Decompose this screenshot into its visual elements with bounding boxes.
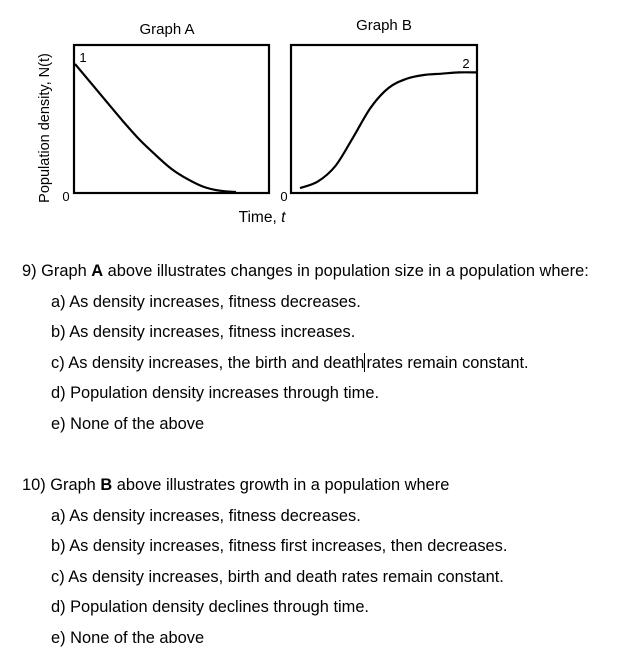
- question-10-option-e[interactable]: e) None of the above: [51, 628, 205, 647]
- population-graphs-figure: [0, 0, 632, 240]
- question-10-option-a[interactable]: a) As density increases, fitness decreases.: [51, 506, 361, 525]
- question-9-graph-letter: A: [91, 262, 104, 280]
- graph-b-curve: [300, 72, 477, 188]
- question-9-option-a[interactable]: a) As density increases, fitness decreases.: [51, 292, 361, 311]
- graph-a-y-zero-tick-label: 0: [62, 189, 70, 204]
- question-9-option-c[interactable]: [51, 348, 628, 379]
- x-axis-label-var: t: [281, 209, 286, 226]
- graph-b-title: Graph B: [356, 17, 412, 34]
- graph-a-title: Graph A: [139, 21, 195, 38]
- question-10-option-d[interactable]: d) Population density declines through time.: [51, 598, 369, 616]
- question-9-text: above illustrates changes in population size in a population where:: [103, 262, 589, 280]
- x-axis-label: [239, 209, 286, 226]
- question-9: [22, 256, 628, 439]
- question-10-option-c[interactable]: c) As density increases, birth and death rates remain constant.: [51, 567, 504, 586]
- graph-a-frame: [74, 45, 269, 193]
- graph-b-x-zero-tick-label: 0: [280, 189, 288, 204]
- question-9-option-c-part1: c) As density increases, the birth and death: [51, 353, 365, 372]
- graph-b-frame: [291, 45, 477, 193]
- graph-a-curve: [75, 64, 236, 192]
- questions-section: [22, 256, 628, 653]
- question-10-number: 10) Graph: [22, 476, 101, 494]
- question-10: [22, 470, 628, 653]
- question-10-graph-letter: B: [100, 476, 113, 494]
- question-10-option-b[interactable]: b) As density increases, fitness first increases, then decreases.: [51, 537, 508, 555]
- question-10-options: [22, 501, 628, 654]
- question-9-option-d[interactable]: d) Population density increases through time.: [51, 384, 379, 402]
- question-10-stem: [22, 470, 628, 501]
- question-9-number: 9) Graph: [22, 262, 92, 280]
- question-9-option-e[interactable]: e) None of the above: [51, 414, 205, 433]
- graph-a-curve-label: 1: [79, 50, 87, 65]
- y-axis-label: Population density, N(t): [37, 53, 53, 203]
- graph-b-curve-label: 2: [462, 56, 470, 71]
- question-9-option-c-part2: rates remain constant.: [366, 353, 529, 372]
- question-9-option-b[interactable]: b) As density increases, fitness increases.: [51, 323, 356, 341]
- question-9-options: [22, 287, 628, 440]
- x-axis-label-text: Time,: [238, 209, 282, 226]
- question-9-stem: [22, 256, 628, 287]
- question-10-text: above illustrates growth in a population where: [112, 476, 450, 494]
